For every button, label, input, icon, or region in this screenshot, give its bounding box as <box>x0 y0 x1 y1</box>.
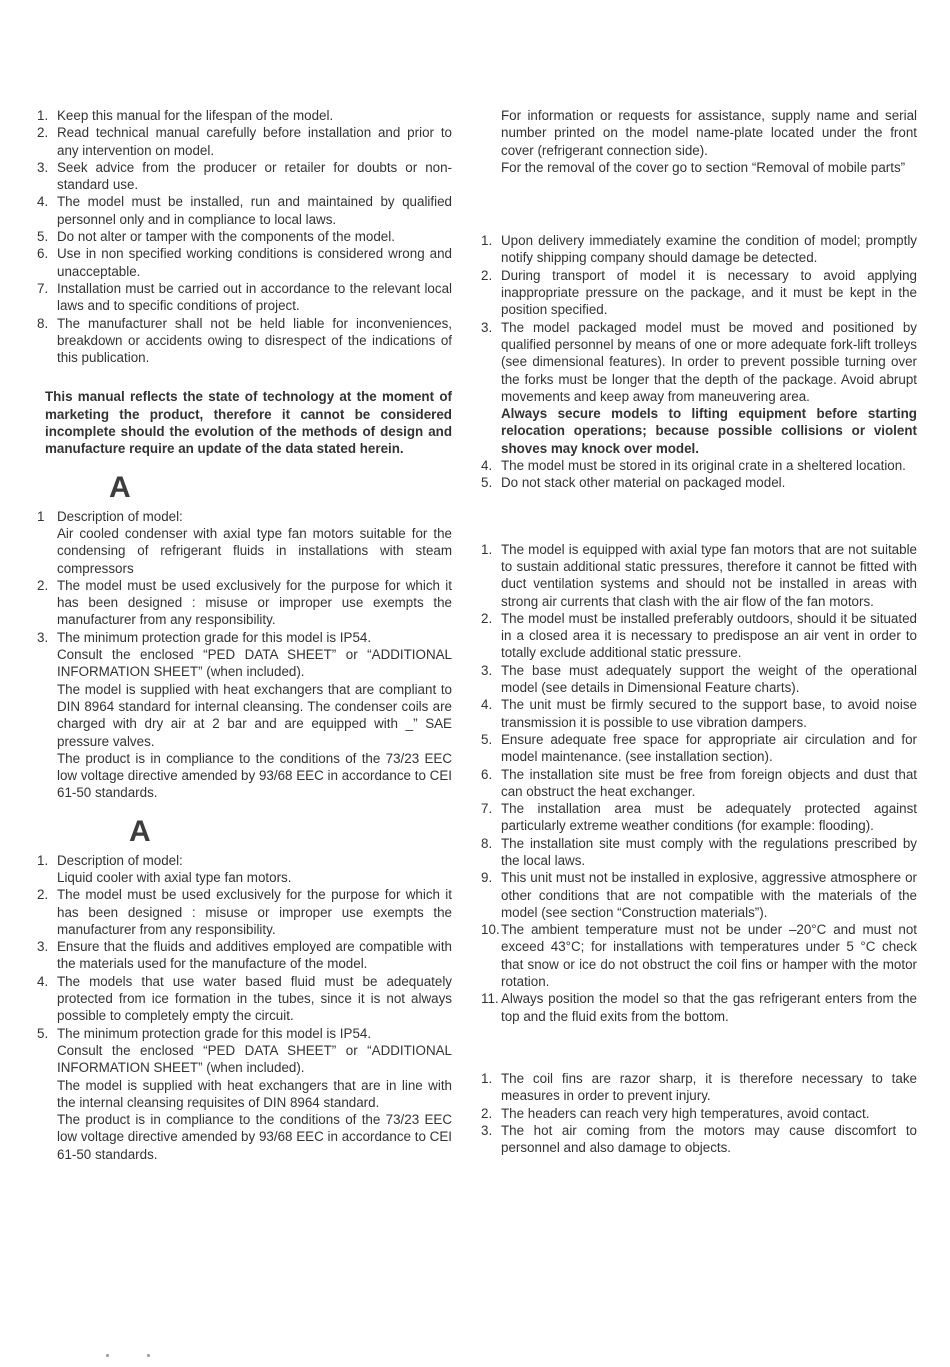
list-item <box>481 662 917 697</box>
item-text: Always secure models to lifting equipment before starting relocation operations; because possible collisions or violent shoves may knock over model. <box>501 406 917 456</box>
list-item <box>37 245 452 280</box>
item-text: Use in non specified working conditions is considered wrong and unacceptable. <box>57 246 452 279</box>
section-gap <box>481 492 917 541</box>
paragraph-text: For the removal of the cover go to section “Removal of mobile parts” <box>501 159 906 175</box>
list-item <box>481 1070 917 1105</box>
item-text-block <box>501 610 917 662</box>
item-text: The model must be stored in its original crate in a sheltered location. <box>501 458 906 474</box>
list-item <box>37 938 452 973</box>
item-text: Installation must be carried out in accordance to the relevant local laws and to specific conditions of project. <box>57 280 452 314</box>
item-text-block <box>501 800 917 835</box>
item-text: Keep this manual for the lifespan of the model. <box>57 108 334 123</box>
item-text-block <box>501 457 917 474</box>
item-number: 7. <box>37 280 49 296</box>
item-text: The headers can reach very high temperatures, avoid contact. <box>501 1105 870 1121</box>
list-item <box>37 315 452 367</box>
list-item <box>37 228 452 245</box>
item-number: 5. <box>481 731 493 747</box>
list-item <box>37 159 452 194</box>
section-gap <box>481 176 917 232</box>
item-text: Always position the model so that the gas refrigerant enters from the top and the fluid exits from the bottom. <box>501 991 917 1024</box>
item-number: 3. <box>481 662 493 678</box>
item-text: The model is supplied with heat exchangers that are compliant to DIN 8964 standard for internal cleansing. The condenser coils are charged with dry air at 2 bar and are equipped with _” SAE pressure valves. <box>57 681 452 749</box>
list-item <box>37 852 452 887</box>
item-number: 9. <box>481 870 493 886</box>
footer-speck <box>106 1354 109 1357</box>
section-gap <box>481 1025 917 1070</box>
item-number: 7. <box>481 801 493 817</box>
list-item <box>481 766 917 801</box>
list-item <box>481 921 917 990</box>
item-text: The product is in compliance to the conditions of the 73/23 EEC low voltage directive amended by 93/68 EEC in accordance to CEI 61-50 standards. <box>57 1112 452 1162</box>
item-text: The model packaged model must be moved and positioned by qualified personnel by means of one or more adequate fork-lift trolleys (see dimensional features). In order to prevent possible turning over the forks must be longer that the depth of the package. Avoid abrupt movements and keep away from maneuvering area. <box>501 319 917 404</box>
assistance-info-paragraph <box>481 107 917 176</box>
list-item <box>481 1122 917 1157</box>
item-number: 3. <box>37 159 49 175</box>
item-number: 3. <box>481 319 493 335</box>
item-text-block <box>501 921 917 990</box>
item-text-block <box>501 267 917 319</box>
item-text-block <box>501 766 917 801</box>
list-item <box>481 319 917 457</box>
item-text-block <box>57 852 452 887</box>
item-number: 3. <box>37 939 49 955</box>
section-letter-liquid-cooler: A <box>129 814 151 848</box>
item-text-block <box>57 107 452 124</box>
safety-hazards-list <box>481 1070 917 1156</box>
item-text: During transport of model it is necessary to avoid applying inappropriate pressure on the package, and it must be kept in the position specified. <box>501 267 917 318</box>
liquid-cooler-description-list <box>37 852 452 1163</box>
item-text-block <box>501 232 917 267</box>
item-text: The model is supplied with heat exchangers that are in line with the internal cleansing requisites of DIN 8964 standard. <box>57 1077 452 1110</box>
list-item <box>481 610 917 662</box>
item-text: Consult the enclosed “PED DATA SHEET” or “ADDITIONAL INFORMATION SHEET” (when included). <box>57 1042 452 1076</box>
paragraph-text: For information or requests for assistance, supply name and serial number printed on the model name-plate located under the front cover (refrigerant connection side). <box>501 108 917 158</box>
item-text-block <box>57 315 452 367</box>
item-text: The model must be used exclusively for the purpose for which it has been designed : misuse or improper use exempts the manufacturer from any responsibility. <box>57 577 452 628</box>
item-number: 8. <box>37 315 49 331</box>
list-item <box>481 1105 917 1122</box>
item-text: This unit must not be installed in explosive, aggressive atmosphere or other conditions that are not compatible with the materials of the model (see section “Construction materials”). <box>501 870 917 920</box>
item-text: Description of model: <box>57 508 183 524</box>
item-text: The model must be installed, run and maintained by qualified personnel only and in compliance to local laws. <box>57 194 452 227</box>
item-text: Do not alter or tamper with the components of the model. <box>57 229 395 245</box>
item-text-block <box>501 990 917 1025</box>
list-item <box>37 193 452 228</box>
item-text: Seek advice from the producer or retailer for doubts or non-standard use. <box>57 159 452 193</box>
item-text-block <box>57 938 452 973</box>
item-text-block <box>501 1070 917 1105</box>
list-item <box>481 869 917 921</box>
item-text-block <box>57 508 452 577</box>
item-text: The ambient temperature must not be under –20°C and must not exceed 43°C; for installations with temperatures under 5 °C check that snow or ice do not obstruct the coil fins or hamper with the motor rotation. <box>501 922 917 990</box>
item-text: The installation area must be adequately protected against particularly extreme weather conditions (for example: flooding). <box>501 801 917 834</box>
item-text: The model must be used exclusively for the purpose for which it has been designed : misuse or improper use exempts the manufacturer from any responsibility. <box>57 887 452 937</box>
item-text-block <box>501 1122 917 1157</box>
item-number: 10. <box>481 922 500 938</box>
section-letter-condenser: A <box>109 470 131 504</box>
item-text-block <box>57 1025 452 1163</box>
item-text: The model must be installed preferably outdoors, should it be situated in a closed area it is necessary to predispose an air vent in order to totally exclude additional static pressure. <box>501 610 917 661</box>
item-number: 1. <box>481 1070 493 1086</box>
list-item <box>481 696 917 731</box>
list-item <box>481 474 917 491</box>
item-number: 8. <box>481 835 493 851</box>
item-number: 6. <box>481 766 493 782</box>
item-text-block <box>501 835 917 870</box>
list-item <box>37 629 452 802</box>
item-number: 2. <box>481 1105 493 1121</box>
item-text: The model is equipped with axial type fan motors that are not suitable to sustain additional static pressures, therefore it cannot be fitted with duct ventilation systems and should not be installed in areas with strong air currents that clash with the air flow of the fan motors. <box>501 541 917 609</box>
item-text-block <box>501 696 917 731</box>
item-text: Ensure that the fluids and additives employed are compatible with the materials used for the manufacture of the model. <box>57 939 452 972</box>
item-number: 2. <box>37 577 49 593</box>
item-number: 6. <box>37 246 49 262</box>
item-text: The manufacturer shall not be held liable for inconveniences, breakdown or accidents owing to disrespect of the indications of this publication. <box>57 315 452 366</box>
list-item <box>481 232 917 267</box>
item-text-block <box>501 1105 917 1122</box>
list-item <box>37 280 452 315</box>
item-text: Read technical manual carefully before installation and prior to any intervention on model. <box>57 125 452 158</box>
item-text: The coil fins are razor sharp, it is therefore necessary to take measures in order to prevent injury. <box>501 1070 917 1104</box>
list-item <box>481 800 917 835</box>
list-item <box>37 1025 452 1163</box>
item-text-block <box>501 319 917 457</box>
left-column <box>37 107 452 1163</box>
item-number: 1. <box>481 233 493 249</box>
list-item <box>481 731 917 766</box>
item-text-block <box>57 280 452 315</box>
item-text: The minimum protection grade for this model is IP54. <box>57 1025 372 1041</box>
list-item <box>481 267 917 319</box>
list-item <box>37 886 452 938</box>
item-text-block <box>57 228 452 245</box>
list-item <box>481 541 917 610</box>
item-number: 11. <box>481 991 499 1007</box>
item-text-block <box>501 541 917 610</box>
list-item <box>37 107 452 124</box>
item-text: Ensure adequate free space for appropriate air circulation and for model maintenance. (see installation section). <box>501 731 917 765</box>
manual-scope-statement <box>37 388 452 457</box>
item-number: 4. <box>481 697 493 713</box>
item-number: 5. <box>37 1025 49 1041</box>
item-text: Air cooled condenser with axial type fan motors suitable for the condensing of refrigerant fluids in installations with steam compressors <box>57 525 452 576</box>
list-item <box>481 990 917 1025</box>
item-number: 5. <box>37 229 49 245</box>
installation-requirements-list <box>481 541 917 1025</box>
item-text-block <box>501 731 917 766</box>
item-text-block <box>501 662 917 697</box>
list-item <box>481 457 917 474</box>
item-text: The hot air coming from the motors may cause discomfort to personnel and also damage to objects. <box>501 1122 917 1156</box>
item-text: Consult the enclosed “PED DATA SHEET” or “ADDITIONAL INFORMATION SHEET” (when included). <box>57 647 452 680</box>
item-text: Liquid cooler with axial type fan motors. <box>57 869 292 885</box>
right-column <box>481 107 917 1156</box>
item-number: 1. <box>481 541 493 557</box>
list-item <box>481 835 917 870</box>
item-number: 2. <box>37 887 49 903</box>
item-text-block <box>57 124 452 159</box>
item-text: Upon delivery immediately examine the condition of model; promptly notify shipping company should damage be detected. <box>501 233 917 266</box>
item-text-block <box>501 474 917 491</box>
item-number: 5. <box>481 475 493 491</box>
item-number: 1. <box>37 108 49 123</box>
transport-storage-list <box>481 232 917 491</box>
item-text-block <box>57 245 452 280</box>
item-number: 1. <box>37 852 49 868</box>
item-number: 1 <box>37 508 45 524</box>
item-text: The minimum protection grade for this model is IP54. <box>57 629 372 645</box>
item-number: 4. <box>37 194 49 210</box>
item-text: The unit must be firmly secured to the support base, to avoid noise transmission it is possible to use vibration dampers. <box>501 697 917 730</box>
item-number: 2. <box>481 267 493 283</box>
item-text: Description of model: <box>57 852 183 868</box>
item-number: 4. <box>37 973 49 989</box>
item-text: The product is in compliance to the conditions of the 73/23 EEC low voltage directive amended by 93/68 EEC in accordance to CEI 61-50 standards. <box>57 750 452 801</box>
item-text: The installation site must be free from foreign objects and dust that can obstruct the heat exchanger. <box>501 766 917 799</box>
general-warnings-list <box>37 107 452 366</box>
item-text-block <box>57 577 452 629</box>
item-number: 2. <box>481 610 493 626</box>
item-number: 2. <box>37 125 49 141</box>
item-number: 4. <box>481 458 493 474</box>
footer-speck <box>147 1354 150 1357</box>
item-text-block <box>57 159 452 194</box>
item-text-block <box>57 193 452 228</box>
item-number: 3. <box>37 629 49 645</box>
paragraph-text: This manual reflects the state of technology at the moment of marketing the product, therefore it cannot be considered incomplete should the evolution of the methods of design and manufacture require an update of the data stated herein. <box>45 389 452 457</box>
item-text-block <box>57 629 452 802</box>
item-text-block <box>57 886 452 938</box>
item-text: Do not stack other material on packaged model. <box>501 475 786 491</box>
condenser-description-list <box>37 508 452 802</box>
list-item <box>37 577 452 629</box>
item-text: The models that use water based fluid must be adequately protected from ice formation in the tubes, since it is not always possible to completely empty the circuit. <box>57 973 452 1024</box>
item-text: The installation site must comply with the regulations prescribed by the local laws. <box>501 835 917 868</box>
list-item <box>37 508 452 577</box>
item-text-block <box>501 869 917 921</box>
list-item <box>37 973 452 1025</box>
list-item <box>37 124 452 159</box>
item-number: 3. <box>481 1122 493 1138</box>
item-text-block <box>57 973 452 1025</box>
item-text: The base must adequately support the weight of the operational model (see details in Dimensional Feature charts). <box>501 662 917 696</box>
